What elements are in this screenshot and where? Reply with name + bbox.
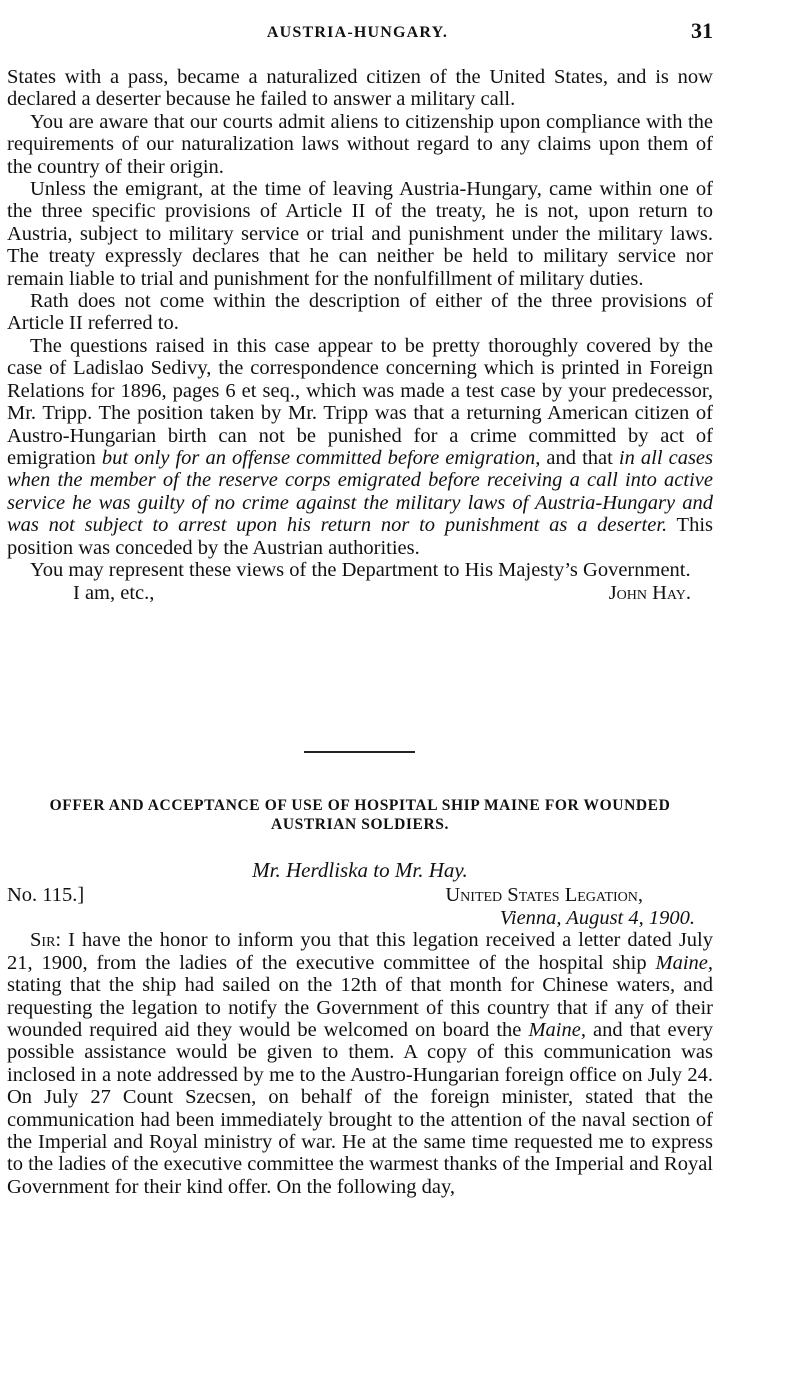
correspondence-title: Mr. Herdliska to Mr. Hay. xyxy=(252,858,468,882)
dispatch-body xyxy=(7,884,713,1198)
salutation: Sir: xyxy=(30,929,62,952)
paragraph-text: and that every possible assistance would be given to them. A copy of this communication was inclosed in a note addressed by me to the Austro-Hungarian foreign office on July 24. On July 27 Count Szecsen, on behalf of the foreign minister, stated that the communication had been immediately brought to the attention of the naval section of the Imperial and Royal ministry of war. He at the same time requested me to express to the ladies of the executive committee the warmest thanks of the Imperial and Royal Government for their kind offer. On the following day, xyxy=(7,1019,713,1198)
dispatch-number: No. 115.] xyxy=(7,884,85,906)
dispatch-header xyxy=(7,884,713,907)
dateline xyxy=(7,907,713,929)
paragraph-text: and that xyxy=(540,446,619,469)
section-heading: OFFER AND ACCEPTANCE OF USE OF HOSPITAL SHIP MAINE FOR WOUNDED AUSTRIAN SOLDIERS. xyxy=(49,797,671,833)
paragraph-rath: Rath does not come within the description of either of the three provisions of Article II referred to. xyxy=(7,290,713,335)
signer-name: John Hay. xyxy=(608,582,691,605)
paragraph-continuation: States with a pass, became a naturalized citizen of the United States, and is now declared a deserter because he failed to answer a military call. xyxy=(7,66,713,111)
legation-name: United States Legation, xyxy=(445,884,643,906)
running-title: AUSTRIA-HUNGARY. xyxy=(266,24,449,41)
paragraph-text: stating that the ship had sailed on the 12th of that month for Chinese waters, and requesting the legation to notify the Government of this country that if any of their wounded required aid they would be welcomed on board the xyxy=(7,974,713,1042)
dateline-text: Vienna, August 4, 1900. xyxy=(499,907,695,929)
closing: I am, etc., xyxy=(73,582,155,605)
ship-name: Maine, xyxy=(528,1019,586,1042)
paragraph-treaty: Unless the emigrant, at the time of leaving Austria-Hungary, came within one of the three specific provisions of Article II of the treaty, he is not, upon return to Austria, subject to military service or trial and punishment under the military laws. The treaty expressly declares that he can neither be held to military service nor remain liable to trial and punishment for the nonfulfillment of military duties. xyxy=(7,178,713,290)
signature-line xyxy=(7,581,713,605)
section-divider xyxy=(304,751,415,753)
paragraph-text: This position was conceded by the Austrian authorities. xyxy=(7,514,713,559)
dispatch-paragraph xyxy=(7,929,713,1198)
paragraph-text: I have the honor to inform you that this legation received a letter dated July 21, 1900, from the ladies of the executive committee of the hospital ship xyxy=(7,929,713,974)
paragraph-represent-views: You may represent these views of the Department to His Majesty’s Government. xyxy=(30,558,691,581)
page-number: 31 xyxy=(691,18,713,43)
running-head xyxy=(0,18,787,48)
paragraph-sedivy-case xyxy=(7,335,713,559)
paragraph-text: The questions raised in this case appear to be pretty thoroughly covered by the case of Ladislao Sedivy, the correspondence concerning which is printed in Foreign Relations for 1896, pages 6 et seq., which was made a test case by your predecessor, Mr. Tripp. The position taken by Mr. Tripp was that a returning American citizen of Austro-Hungarian birth can not be punished for a crime committed by act of emigration xyxy=(7,334,713,469)
italic-passage: but only for an offense committed before emigration, xyxy=(101,446,541,469)
letter-body xyxy=(7,66,713,605)
paragraph-naturalization: You are aware that our courts admit aliens to citizenship upon compliance with the requirements of our naturalization laws without regard to any claims upon them of the country of their origin. xyxy=(7,110,713,178)
ship-name: Maine, xyxy=(655,951,713,974)
italic-passage: in all cases when the member of the reserve corps emigrated before receiving a call into active service he was guilty of no crime against the military laws of Austria-Hungary and was not subject to arrest upon his return nor to punishment as a deserter. xyxy=(7,446,713,537)
